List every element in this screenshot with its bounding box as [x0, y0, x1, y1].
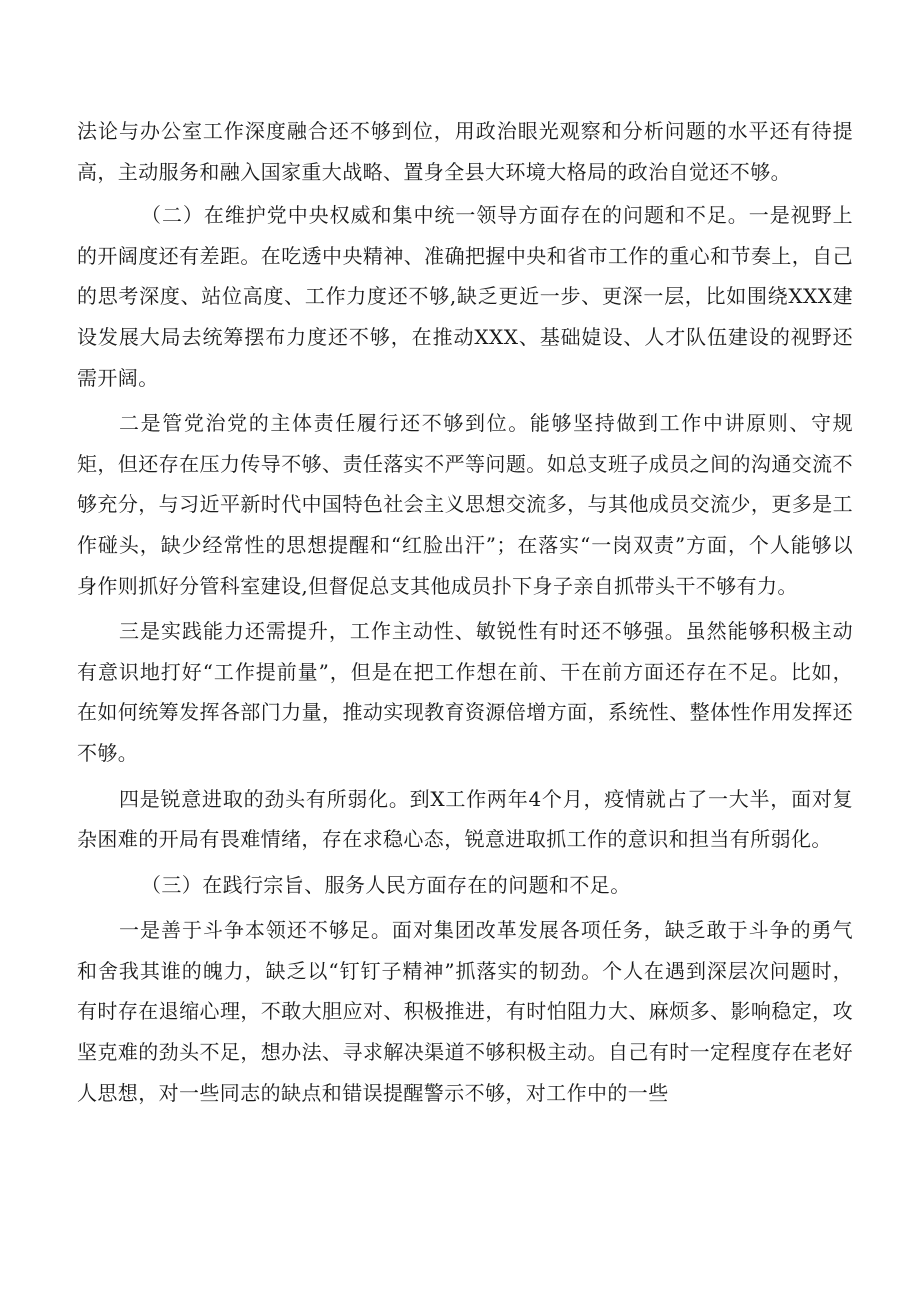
paragraph-continuation: 法论与办公室工作深度融合还不够到位，用政治眼光观察和分析问题的水平还有待提高，主动服务和融入国家重大战略、置身全县大环境大格局的政治自觉还不够。 — [77, 119, 853, 184]
paragraph-item-three: 三是实践能力还需提升，工作主动性、敏锐性有时还不够强。虽然能够积极主动有意识地打好“工作提前量”，但是在把工作想在前、干在前方面还存在不足。比如，在如何统筹发挥各部门力量，推动实现教育资源倍增方面，系统性、整体性作用发挥还不够。 — [77, 619, 853, 765]
paragraph-item-two: 二是管党治党的主体责任履行还不够到位。能够坚持做到工作中讲原则、守规矩，但还存在压力传导不够、责任落实不严等问题。如总支班子成员之间的沟通交流不够充分，与习近平新时代中国特色社会主义思想交流多，与其他成员交流少，更多是工作碰头，缺少经常性的思想提醒和“红脸出汗”；在落实“一岗双责”方面，个人能够以身作则抓好分管科室建设,但督促总支其他成员扑下身子亲自抓带头干不够有力。 — [77, 411, 853, 598]
document-body — [77, 111, 853, 1113]
paragraph-section-two: （二）在维护党中央权威和集中统一领导方面存在的问题和不足。一是视野上的开阔度还有差距。在吃透中央精神、准确把握中央和省市工作的重心和节奏上，自己的思考深度、站位高度、工作力度还不够,缺乏更近一步、更深一层，比如围绕XXX建设发展大局去统筹摆布力度还不够，在推动XXX、基础媫设、人才队伍建设的视野还需开阔。 — [77, 203, 853, 390]
paragraph-item-four: 四是锐意进取的劲头有所弱化。到X工作两年4个月，疫情就占了一大半，面对复杂困难的开局有畏难情绪，存在求稳心态，锐意进取抓工作的意识和担当有所弱化。 — [77, 786, 853, 852]
paragraph-section-three: （三）在践行宗旨、服务人民方面存在的问题和不足。 — [141, 872, 631, 897]
paragraph-item-one: 一是善于斗争本领还不够足。面对集团改革发展各项任务，缺乏敢于斗争的勇气和舍我其谁的魄力，缺乏以“钉钉子精神”抓落实的韧劲。个人在遇到深层次问题时，有时存在退缩心理，不敢大胆应对、积极推进，有时怕阻力大、麻烦多、影响稳定，攻坚克难的劲头不足，想办法、寻求解决渠道不够积极主动。自己有时一定程度存在老好人思想，对一些同志的缺点和错误提醒警示不够，对工作中的一些 — [77, 918, 853, 1105]
